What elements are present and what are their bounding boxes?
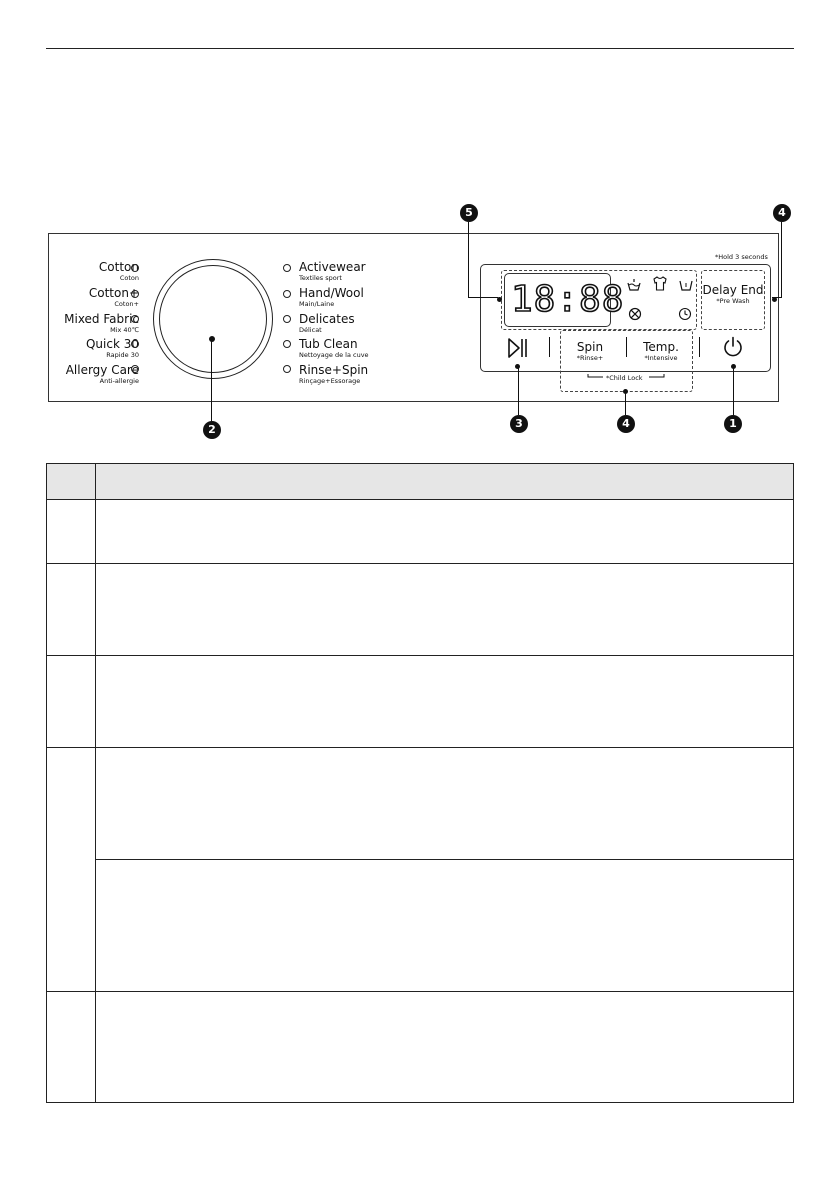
program-sublabel: Rinçage+Essorage xyxy=(299,377,361,385)
table-cell xyxy=(47,500,96,564)
spin-button[interactable] xyxy=(562,340,618,363)
rinse-basin-icon xyxy=(678,278,694,292)
program-dial-inner xyxy=(159,265,267,373)
hold-note: *Hold 3 seconds xyxy=(715,253,768,261)
digit-display xyxy=(504,273,625,327)
leader-line-3 xyxy=(518,366,519,415)
program-sublabel: Rapide 30 xyxy=(106,351,139,359)
program-tub-clean[interactable] xyxy=(299,338,369,364)
program-sublabel: Délicat xyxy=(299,326,322,334)
delay-end-label: Delay End xyxy=(702,283,764,297)
temp-button[interactable] xyxy=(633,340,689,363)
indicator-ring xyxy=(131,290,139,298)
program-sublabel: Nettoyage de la cuve xyxy=(299,351,369,359)
leader-line-5h xyxy=(468,297,498,298)
child-lock-label: *Child Lock xyxy=(606,374,643,382)
program-list-left xyxy=(49,234,139,394)
program-label: Mixed Fabric xyxy=(64,312,139,326)
leader-line-4top xyxy=(781,222,782,297)
callout-4-top: 4 xyxy=(773,204,791,222)
program-label: Cotton+ xyxy=(88,286,139,300)
callout-5: 5 xyxy=(460,204,478,222)
program-label: Allergy Care xyxy=(65,363,139,377)
program-label: Rinse+Spin xyxy=(299,363,369,377)
program-sublabel: Textiles sport xyxy=(299,274,342,282)
callout-3: 3 xyxy=(510,415,528,433)
delay-end-button[interactable] xyxy=(701,283,765,306)
digit-readout: 18:88 xyxy=(511,279,625,320)
table-row xyxy=(47,564,794,656)
play-pause-icon[interactable] xyxy=(507,337,529,359)
leader-line-1 xyxy=(733,366,734,415)
table-row xyxy=(47,748,794,860)
spin-sublabel: *Rinse+ xyxy=(576,354,604,362)
button-divider xyxy=(549,337,550,357)
indicator-ring xyxy=(131,340,139,348)
table-cell xyxy=(96,564,794,656)
indicator-ring xyxy=(283,290,291,298)
control-panel xyxy=(48,233,779,402)
table-row xyxy=(47,860,794,992)
program-label: Tub Clean xyxy=(299,337,358,351)
wash-basin-icon xyxy=(626,278,642,292)
program-sublabel: Coton+ xyxy=(114,300,139,308)
program-mixed-fabric[interactable] xyxy=(64,313,139,339)
table-cell xyxy=(47,992,96,1103)
program-hand-wool[interactable] xyxy=(299,287,364,313)
program-label: Activewear xyxy=(299,260,366,274)
table-header-cell xyxy=(47,464,96,500)
leader-line-2 xyxy=(211,338,212,423)
callout-1: 1 xyxy=(724,415,742,433)
table-cell xyxy=(47,656,96,748)
callout-2: 2 xyxy=(203,421,221,439)
program-allergy-care[interactable] xyxy=(66,364,139,390)
dial-center-dot xyxy=(209,336,215,342)
no-water-icon xyxy=(628,307,642,321)
delay-end-sublabel: *Pre Wash xyxy=(716,297,750,305)
indicator-ring xyxy=(131,264,139,272)
leader-line-5 xyxy=(468,222,469,297)
table-row xyxy=(47,656,794,748)
table-row xyxy=(47,500,794,564)
button-divider xyxy=(699,337,700,357)
program-label: Quick 30 xyxy=(85,337,139,351)
table-header-row xyxy=(47,464,794,500)
table-cell xyxy=(96,500,794,564)
temp-label: Temp. xyxy=(643,340,679,354)
program-label: Hand/Wool xyxy=(299,286,364,300)
table-row xyxy=(47,992,794,1103)
indicator-ring xyxy=(283,264,291,272)
table-cell xyxy=(47,564,96,656)
power-icon[interactable] xyxy=(722,336,744,358)
program-activewear[interactable] xyxy=(299,261,366,287)
program-sublabel: Mix 40℃ xyxy=(110,326,139,334)
program-sublabel: Coton xyxy=(119,274,139,282)
top-rule xyxy=(46,48,794,49)
description-table xyxy=(46,463,794,1103)
indicator-ring xyxy=(283,365,291,373)
indicator-ring xyxy=(131,365,139,373)
leader-line-4 xyxy=(625,391,626,415)
temp-sublabel: *Intensive xyxy=(644,354,678,362)
table-cell xyxy=(96,992,794,1103)
table-cell xyxy=(96,748,794,860)
program-label: Delicates xyxy=(299,312,355,326)
clock-icon xyxy=(678,307,692,321)
callout-4-bottom: 4 xyxy=(617,415,635,433)
indicator-ring xyxy=(283,340,291,348)
spin-label: Spin xyxy=(576,340,604,354)
table-cell xyxy=(47,748,96,992)
shirt-icon xyxy=(652,276,668,291)
button-divider xyxy=(626,337,627,357)
table-cell xyxy=(96,860,794,992)
program-label: Cotton xyxy=(98,260,139,274)
indicator-ring xyxy=(283,315,291,323)
indicator-ring xyxy=(131,315,139,323)
leader-line-4toph xyxy=(772,297,782,298)
table-cell xyxy=(96,656,794,748)
program-delicates[interactable] xyxy=(299,313,355,339)
program-sublabel: Anti-allergie xyxy=(99,377,139,385)
table-header-cell xyxy=(96,464,794,500)
program-sublabel: Main/Laine xyxy=(299,300,335,308)
program-rinse-spin[interactable] xyxy=(299,364,368,390)
